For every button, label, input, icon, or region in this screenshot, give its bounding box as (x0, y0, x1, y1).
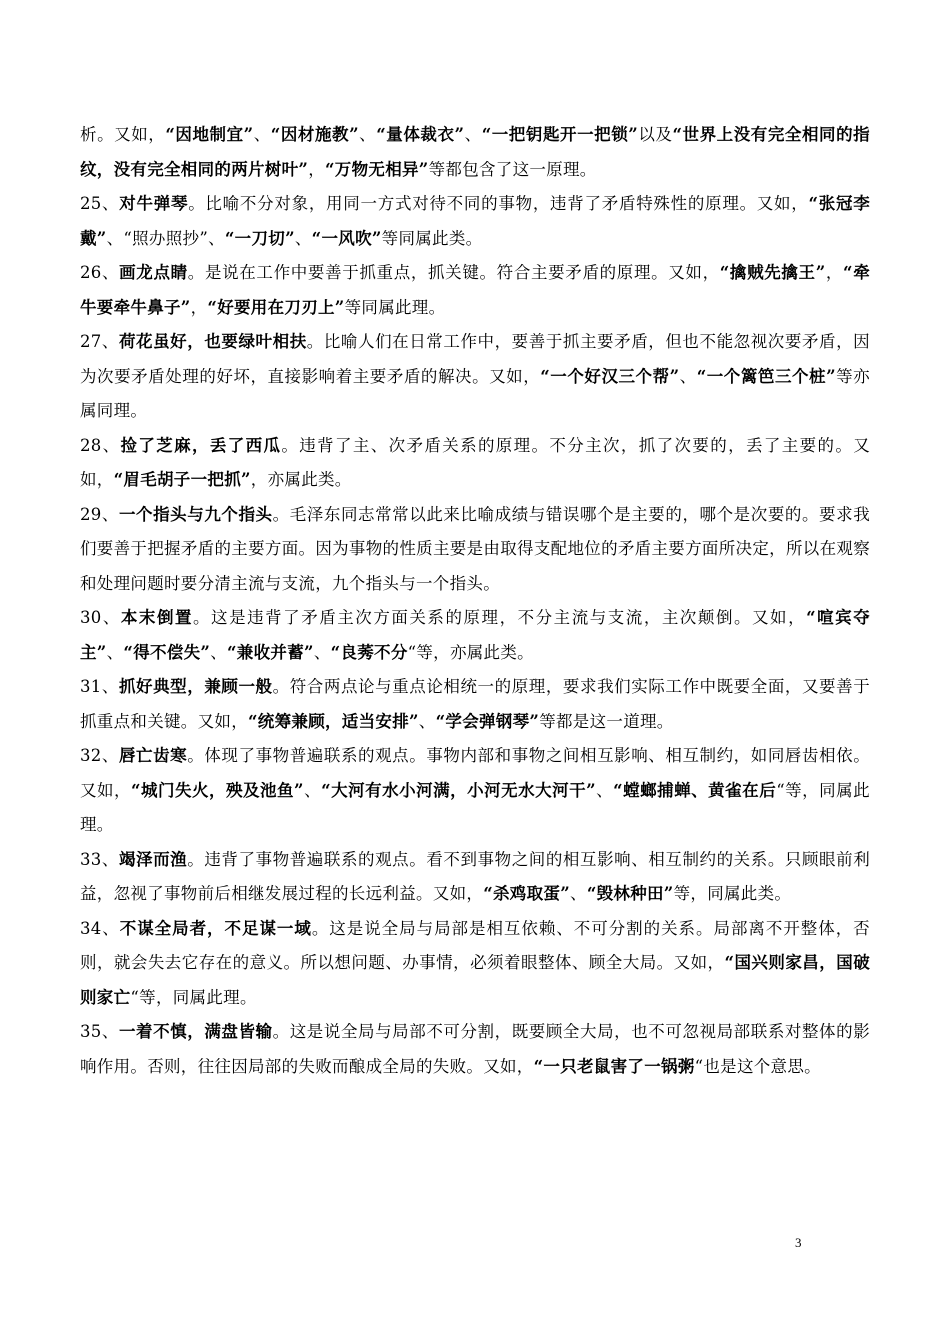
text-run: 以及 (638, 125, 673, 144)
text-run: 。比喻不分对象，用同一方式对待不同的事物，违背了矛盾特殊性的原理。又如， (188, 194, 809, 213)
text-run: 、 (679, 366, 697, 386)
bold-phrase: “万物无相异” (325, 159, 429, 179)
text-run: 等亦属同理。 (80, 366, 870, 420)
paragraph-30 (80, 601, 870, 670)
bold-phrase: “毁林种田” (586, 884, 674, 903)
text-run: ， (825, 263, 844, 282)
paragraph-26 (80, 256, 870, 325)
text-run: 34、 (80, 918, 120, 938)
text-run: 。这是说全局与局部是相互依赖、不可分割的关系。局部离不开整体，否则，就会失去它存在的意义。所以想问题、办事情，必须着眼整体、顾全大局。又如， (80, 918, 870, 972)
bold-phrase: “擒贼先擒王” (719, 263, 826, 282)
text-run: 析。又如， (80, 125, 166, 144)
text-run: 。违背了事物普遍联系的观点。看不到事物之间的相互影响、相互制约的关系。只顾眼前利益，忽视了事物前后相继发展过程的长远利益。又如， (80, 849, 871, 903)
text-run: 、 (106, 642, 124, 662)
bold-phrase: “得不偿失” (123, 642, 211, 662)
text-run: 。比喻人们在日常工作中，要善于抓主要矛盾，但也不能忽视次要矛盾，因为次要矛盾处理的好坏，直接影响着主要矛盾的解决。又如， (80, 332, 870, 386)
paragraph-28 (80, 429, 870, 498)
text-run: 、 (570, 884, 587, 903)
bold-phrase: “量体裁衣” (376, 125, 465, 144)
bold-phrase: 唇亡齿寒 (118, 746, 188, 765)
document-body (80, 118, 870, 1084)
bold-phrase: “一只老鼠害了一锅粥 (533, 1056, 695, 1076)
text-run: 29、 (80, 504, 119, 524)
bold-phrase: “良莠不分 (330, 642, 408, 662)
text-run: 26、 (80, 263, 120, 282)
bold-phrase: 抓好典型，兼顾一般 (118, 677, 273, 696)
text-run: 、 (303, 780, 322, 800)
text-run: 27、 (80, 332, 119, 351)
text-run: 。体现了事物普遍联系的观点。事物内部和事物之间相互影响、相互制约，如同唇齿相依。又如， (80, 746, 871, 800)
text-run: 。毛泽东同志常常以此来比喻成绩与错误哪个是主要的，哪个是次要的。要求我们要善于把握矛盾的主要方面。因为事物的性质主要是由取得支配地位的矛盾主要方面所决定，所以在观察和处理问题时要分清主流与支流，九个指头与一个指头。 (80, 504, 871, 593)
text-run: 。违背了主、次矛盾关系的原理。不分主次，抓了次要的，丢了主要的。又如， (80, 435, 870, 489)
bold-phrase: “因材施教” (270, 125, 359, 144)
text-run: 等都包含了这一原理。 (428, 159, 597, 179)
text-run: “等，同属此理。 (130, 987, 257, 1007)
bold-phrase: “一刀切” (224, 228, 295, 248)
paragraph-24-continued (80, 118, 870, 187)
bold-phrase: “因地制宜” (165, 125, 254, 144)
bold-phrase: “学会弹钢琴” (435, 711, 540, 731)
text-run: 28、 (80, 435, 121, 455)
paragraph-34 (80, 912, 870, 1016)
bold-phrase: “一把钥匙开一把锁” (481, 125, 639, 144)
text-run: “等，亦属此类。 (407, 642, 534, 662)
text-run: “等，同属此理。 (80, 780, 870, 834)
bold-phrase: “兼收并蓄” (227, 642, 314, 662)
text-run: 、 (253, 125, 271, 144)
bold-phrase: “好要用在刀刃上” (207, 297, 345, 317)
bold-phrase: “眉毛胡子一把抓” (113, 470, 251, 489)
bold-phrase: “一个好汉三个帮” (540, 366, 680, 386)
text-run: 等都是这一道理。 (539, 711, 674, 731)
bold-phrase: 竭泽而渔 (118, 849, 188, 869)
bold-phrase: “国兴则家昌，国破则家亡 (80, 953, 870, 1007)
text-run: 。这是违背了矛盾主次方面关系的原理，不分主流与支流，主次颠倒。又如， (193, 608, 807, 627)
text-run: 30、 (80, 608, 121, 627)
bold-phrase: 本末倒置 (120, 608, 194, 627)
paragraph-31 (80, 670, 870, 739)
text-run: 、 (418, 711, 436, 731)
bold-phrase: 画龙点睛 (119, 263, 188, 282)
bold-phrase: “杀鸡取蛋” (483, 884, 570, 903)
bold-phrase: 捡了芝麻，丢了西瓜 (120, 435, 282, 455)
bold-phrase: 荷花虽好，也要绿叶相扶 (118, 332, 307, 351)
paragraph-32 (80, 739, 870, 843)
bold-phrase: “张冠李戴” (80, 194, 870, 248)
bold-phrase: “喧宾夺主” (80, 608, 871, 662)
text-run: 33、 (80, 849, 119, 869)
paragraph-29 (80, 498, 870, 602)
text-run: “也是这个意思。 (694, 1056, 821, 1076)
text-run: 、“照办照抄”、 (106, 228, 225, 248)
bold-phrase: “世界上没有完全相同的指纹，没有完全相同的两片树叶” (80, 125, 870, 179)
text-run: 、 (210, 642, 228, 662)
text-run: 等，同属此类。 (673, 884, 792, 903)
bold-phrase: 不谋全局者，不足谋一域 (119, 918, 312, 938)
bold-phrase: “大河有水小河满，小河无水大河干” (321, 780, 596, 800)
text-run: 、 (595, 780, 614, 800)
bold-phrase: 一个指头与九个指头 (118, 504, 273, 524)
paragraph-33 (80, 843, 870, 912)
text-run: 32、 (80, 746, 119, 765)
text-run: 等同属此类。 (381, 228, 483, 248)
bold-phrase: “一风吹” (311, 228, 382, 248)
text-run: ，亦属此类。 (250, 470, 352, 489)
paragraph-27 (80, 325, 870, 429)
text-run: 、 (358, 125, 377, 144)
bold-phrase: “牵牛要牵牛鼻子” (80, 263, 870, 317)
text-run: 31、 (80, 677, 119, 696)
text-run: ， (308, 159, 326, 179)
bold-phrase: 对牛弹琴 (119, 194, 189, 213)
text-run: 。这是说全局与局部不可分割，既要顾全大局，也不可忽视局部联系对整体的影响作用。否则，往往因局部的失败而酿成全局的失败。又如， (80, 1022, 871, 1076)
text-run: ， (190, 297, 208, 317)
bold-phrase: 一着不慎，满盘皆输 (118, 1022, 273, 1041)
page-number: 3 (795, 1235, 802, 1250)
text-run: 。符合两点论与重点论相统一的原理，要求我们实际工作中既要全面，又要善于抓重点和关键。又如， (80, 677, 871, 731)
bold-phrase: “统筹兼顾，适当安排” (248, 711, 419, 731)
paragraph-25 (80, 187, 870, 256)
text-run: 35、 (80, 1022, 119, 1041)
text-run: 、 (294, 228, 312, 248)
text-run: 25、 (80, 194, 120, 213)
text-run: 、 (313, 642, 331, 662)
text-run: 等同属此理。 (344, 297, 446, 317)
paragraph-35 (80, 1015, 870, 1084)
bold-phrase: “螳螂捕蝉、黄雀在后 (613, 780, 777, 800)
text-run: 、 (464, 125, 482, 144)
bold-phrase: “一个篱笆三个桩” (696, 366, 836, 386)
text-run: 。是说在工作中要善于抓重点，抓关键。符合主要矛盾的原理。又如， (187, 263, 720, 282)
bold-phrase: “城门失火，殃及池鱼” (131, 780, 304, 800)
